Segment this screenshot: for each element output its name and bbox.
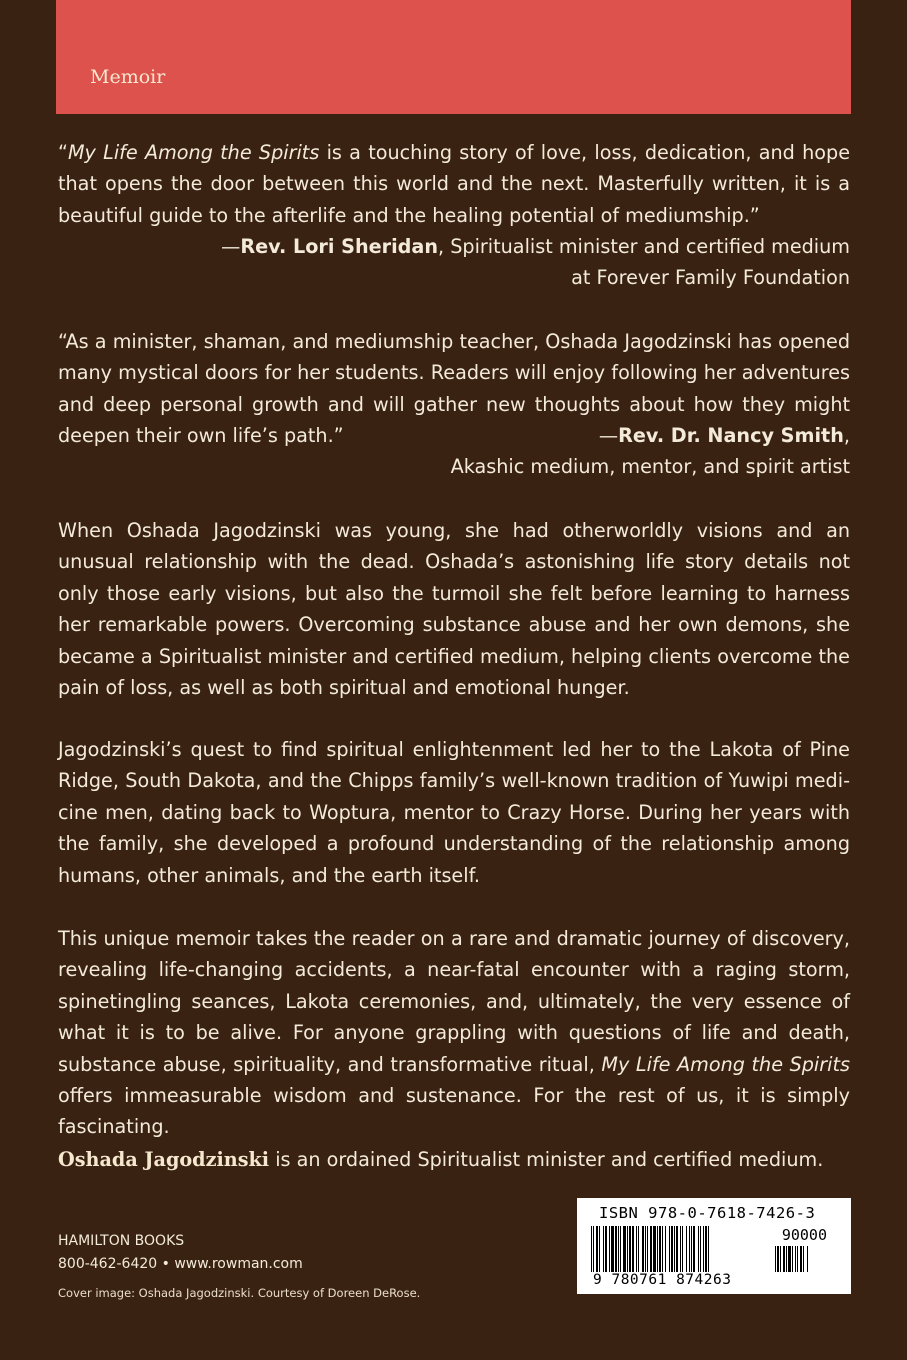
barcode-bar (615, 1226, 617, 1272)
category-label: Memoir (90, 66, 166, 88)
isbn-number: ISBN 978-0-7618-7426-3 (599, 1204, 816, 1222)
barcode-bar (642, 1226, 644, 1272)
barcode-bar (698, 1226, 699, 1272)
barcode-addon-bar (803, 1246, 804, 1272)
barcode-addon-bars (775, 1246, 808, 1272)
publisher-contact: 800-462-6420 • www.rowman.com (58, 1256, 303, 1272)
barcode-bar (691, 1226, 692, 1272)
barcode-bar (665, 1226, 666, 1272)
barcode-bar (650, 1226, 652, 1272)
barcode-bar (659, 1226, 661, 1272)
barcode-addon-bar (783, 1246, 785, 1272)
endorser-affiliation: at Forever Family Foundation (571, 266, 850, 290)
barcode-bar (611, 1226, 614, 1272)
barcode-addon-bar (800, 1246, 802, 1272)
author-bio (58, 1144, 850, 1175)
barcode-addon-bar (788, 1246, 791, 1272)
endorser-name: Rev. Dr. Nancy Smith (618, 424, 844, 447)
barcode-digits: 9 780761 874263 (593, 1272, 732, 1288)
barcode-bar (686, 1226, 687, 1272)
attribution-dash: — (221, 235, 241, 258)
barcode-bar (591, 1226, 592, 1272)
endorser-role: , Spiritualist minister and certified medium (438, 235, 850, 258)
book-title: My Life Among the Spirits (67, 141, 320, 164)
barcode-bar (657, 1226, 658, 1272)
quote-1-attribution (58, 231, 850, 294)
author-name: Oshada Jagodzinski (58, 1148, 270, 1171)
attribution-dash: — (598, 424, 619, 447)
barcode-bar (629, 1226, 631, 1272)
price-code: 90000 (781, 1226, 827, 1244)
description-paragraph-2: Jagodzinski’s quest to find spiritual enlightenment led her to the Lakota of Pine Ridge, South Dakota, and the Chipps family’s well-known tradition of Yuwipi medicine men, dating back to Woptura, mentor to Crazy Horse. During her years with the family, she developed a profound understanding of the relationship among humans, other animals, and the earth itself. (58, 738, 850, 887)
quote-2-attribution (58, 420, 850, 483)
barcode-bar (653, 1226, 656, 1272)
endorser-name: Rev. Lori Sheridan (240, 235, 439, 258)
barcode-bar (609, 1226, 610, 1272)
endorsement-quote-1 (58, 137, 850, 231)
category-banner (56, 0, 851, 114)
barcode-bar (671, 1226, 673, 1272)
barcode-bar (599, 1226, 600, 1272)
barcode-bar (662, 1226, 663, 1272)
barcode-addon-bar (786, 1246, 787, 1272)
description-paragraph-3 (58, 923, 850, 1143)
barcode-bar (627, 1226, 628, 1272)
barcode-bar (605, 1226, 607, 1272)
barcode-addon-bar (780, 1246, 781, 1272)
barcode-addon-bar (792, 1246, 793, 1272)
barcode-bar (618, 1226, 619, 1272)
isbn-barcode (577, 1198, 851, 1294)
barcode-bar (632, 1226, 634, 1272)
publisher-info (58, 1230, 303, 1276)
barcode-bar (674, 1226, 675, 1272)
cover-credit: Cover image: Oshada Jagodzinski. Courtesy of Doreen DeRose. (58, 1286, 421, 1300)
barcode-bar (603, 1226, 604, 1272)
barcode-addon-bar (807, 1246, 808, 1272)
barcode-addon-bar (777, 1246, 779, 1272)
quote-open-mark: “ (58, 141, 68, 164)
quote-text: “As a minister, shaman, and mediumship teacher, Oshada Jagodzinski has opened many mystical doors for her students. Readers will enjoy following her adventures and deep personal growth and will gather new thoughts about how they might deepen their own life’s path.” (58, 330, 850, 448)
barcode-bar (647, 1226, 648, 1272)
barcode-bar (689, 1226, 690, 1272)
paragraph-text: This unique memoir takes the reader on a rare and dramatic journey of discovery, revealing life-changing accidents, a near-fatal encounter with a raging storm, spinetingling seances, Lakota ceremonies, and, ultimately, the very essence of what it is to be alive. For anyone grappling with questions of life and death, substance abuse, spirituality, and transformative ritual, (58, 927, 850, 1076)
barcode-bar (708, 1226, 709, 1272)
barcode-bar (693, 1226, 695, 1272)
barcode-bar (682, 1226, 683, 1272)
barcode-bar (596, 1226, 598, 1272)
paragraph-text: offers immeasurable wisdom and sustenance. For the rest of us, it is simply fascinating. (58, 1084, 850, 1139)
attribution-comma: , (843, 424, 850, 447)
author-bio-text: is an ordained Spiritualist minister and certified medium. (269, 1148, 824, 1171)
barcode-addon-bar (795, 1246, 796, 1272)
barcode-bar (680, 1226, 681, 1272)
barcode-ean-bars (591, 1226, 709, 1272)
barcode-bar (620, 1226, 621, 1272)
barcode-bar (703, 1226, 704, 1272)
barcode-bar (705, 1226, 707, 1272)
barcode-bar (636, 1226, 637, 1272)
barcode-bar (645, 1226, 646, 1272)
barcode-bar (638, 1226, 639, 1272)
barcode-bar (669, 1226, 670, 1272)
quote-text: is a touching story of love, loss, dedication, and hope that opens the door between this world and the next. Masterfully written, it is a beautiful guide to the afterlife and the healing potential of mediumship.” (58, 141, 850, 227)
barcode-bar (700, 1226, 701, 1272)
book-title: My Life Among the Spirits (601, 1052, 851, 1076)
publisher-name: HAMILTON BOOKS (58, 1233, 185, 1249)
endorser-role: Akashic medium, mentor, and spirit artist (450, 455, 850, 479)
barcode-addon-bar (775, 1246, 776, 1272)
barcode-addon-bar (797, 1246, 798, 1272)
description-paragraph-1: When Oshada Jagodzinski was young, she had otherworldly visions and an unusual relationship with the dead. Oshada’s astonishing life story details not only those early visions, but also the turmoil she felt before learning to harness her remarkable powers. Overcoming substance abuse and her own demons, she became a Spiritualist minister and certified medium, helping clients overcome the pain of loss, as well as both spiritual and emotional hunger. (58, 519, 850, 700)
barcode-bar (676, 1226, 678, 1272)
barcode-bar (593, 1226, 594, 1272)
barcode-bar (623, 1226, 626, 1272)
